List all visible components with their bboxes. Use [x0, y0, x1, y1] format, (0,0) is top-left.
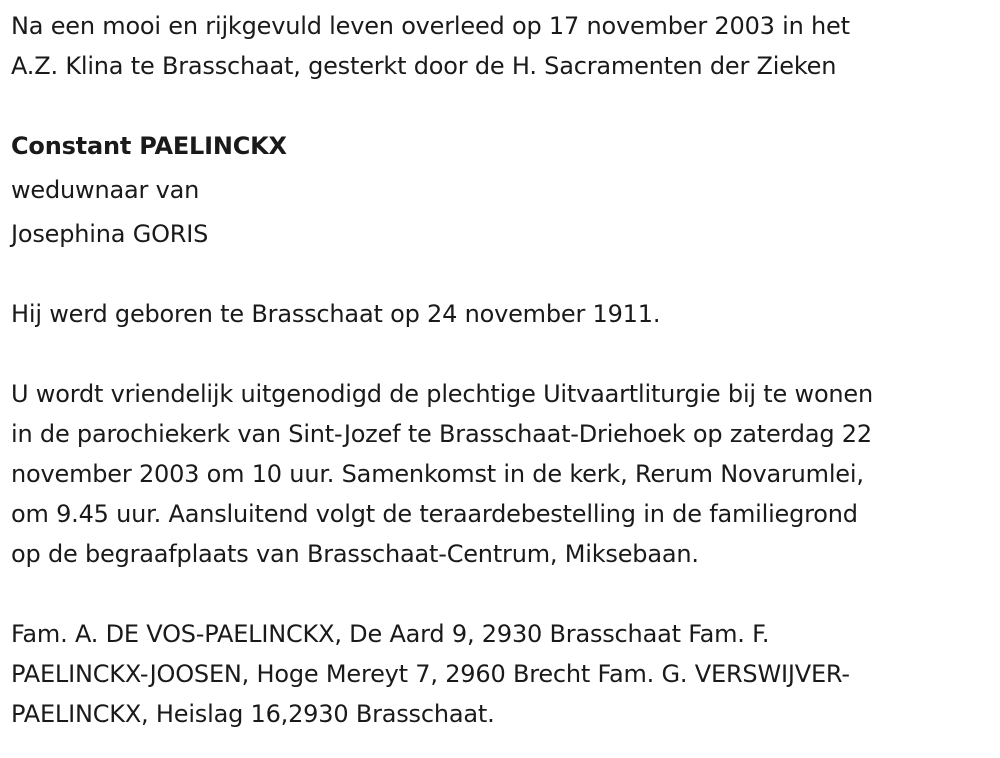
birth-text: Hij werd geboren te Brasschaat op 24 november 1911.	[11, 300, 661, 328]
ceremony-line: U wordt vriendelijk uitgenodigd de plechtige Uitvaartliturgie bij te wonen	[11, 380, 874, 408]
spouse-name: Josephina GORIS	[11, 220, 209, 248]
relation-text: weduwnaar van	[11, 176, 200, 204]
spacer	[11, 574, 996, 614]
deceased-name: Constant PAELINCKX	[11, 132, 287, 160]
spacer	[11, 254, 996, 294]
ceremony-line: op de begraafplaats van Brasschaat-Centrum, Miksebaan.	[11, 540, 699, 568]
family-line: PAELINCKX-JOOSEN, Hoge Mereyt 7, 2960 Brecht Fam. G. VERSWIJVER-	[11, 660, 850, 688]
ceremony-line: november 2003 om 10 uur. Samenkomst in de kerk, Rerum Novarumlei,	[11, 460, 864, 488]
ceremony-line: om 9.45 uur. Aansluitend volgt de teraardebestelling in de familiegrond	[11, 500, 858, 528]
family-line: Fam. A. DE VOS-PAELINCKX, De Aard 9, 2930 Brasschaat Fam. F.	[11, 620, 770, 648]
family-line: PAELINCKX, Heislag 16,2930 Brasschaat.	[11, 700, 495, 728]
ceremony-paragraph	[11, 374, 996, 574]
intro-line: A.Z. Klina te Brasschaat, gesterkt door de H. Sacramenten der Zieken	[11, 52, 837, 80]
intro-line: Na een mooi en rijkgevuld leven overleed op 17 november 2003 in het	[11, 12, 850, 40]
intro-paragraph	[11, 6, 996, 86]
spacer	[11, 86, 996, 126]
ceremony-line: in de parochiekerk van Sint-Jozef te Brasschaat-Driehoek op zaterdag 22	[11, 420, 872, 448]
family-paragraph	[11, 614, 996, 734]
spacer	[11, 334, 996, 374]
obituary-document	[11, 6, 996, 734]
